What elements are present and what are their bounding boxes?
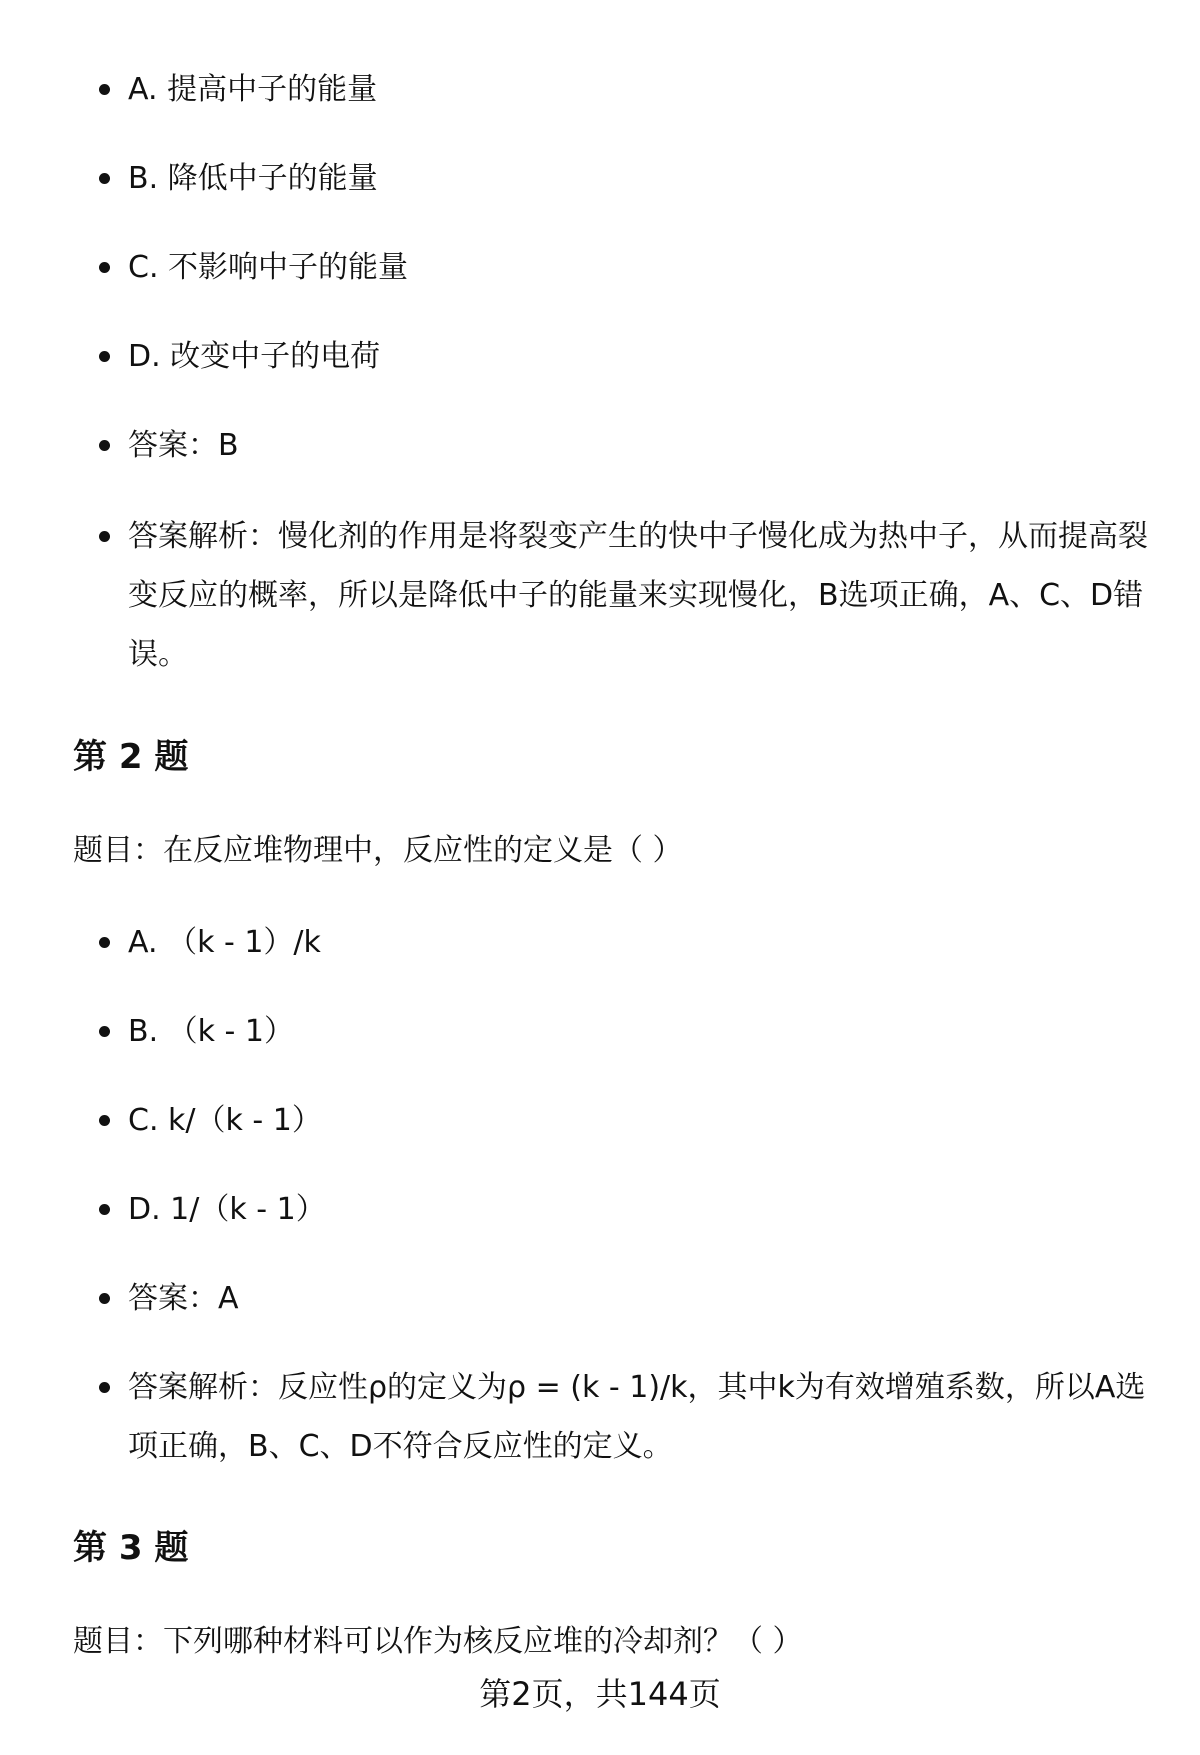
q2-option-d: D. 1/（k - 1）: [128, 1180, 1148, 1239]
q2-heading: 第 2 题: [73, 737, 189, 777]
page-number: 第2页，共144页: [479, 1675, 721, 1713]
q2-option-b: B. （k - 1）: [128, 1002, 1148, 1061]
q1-answer: 答案：B: [128, 416, 1148, 475]
q2-answer: 答案：A: [128, 1269, 1148, 1328]
q1-option-b: B. 降低中子的能量: [128, 149, 1148, 208]
q1-explanation: 答案解析：慢化剂的作用是将裂变产生的快中子慢化成为热中子，从而提高裂变反应的概率，所以是降低中子的能量来实现慢化，B选项正确，A、C、D错误。: [128, 507, 1148, 684]
q2-stem: 题目：在反应堆物理中，反应性的定义是（ ）: [73, 833, 683, 868]
q2-option-c: C. k/（k - 1）: [128, 1091, 1148, 1150]
q1-option-c: C. 不影响中子的能量: [128, 238, 1148, 297]
q3-heading: 第 3 题: [73, 1528, 189, 1568]
q1-option-a: A. 提高中子的能量: [128, 60, 1148, 119]
q2-explanation: 答案解析：反应性ρ的定义为ρ = (k - 1)/k，其中k为有效增殖系数，所以A选项正确，B、C、D不符合反应性的定义。: [128, 1358, 1148, 1476]
q1-option-d: D. 改变中子的电荷: [128, 327, 1148, 386]
q3-stem: 题目：下列哪种材料可以作为核反应堆的冷却剂？（ ）: [73, 1624, 803, 1659]
q2-option-a: A. （k - 1）/k: [128, 913, 1148, 972]
